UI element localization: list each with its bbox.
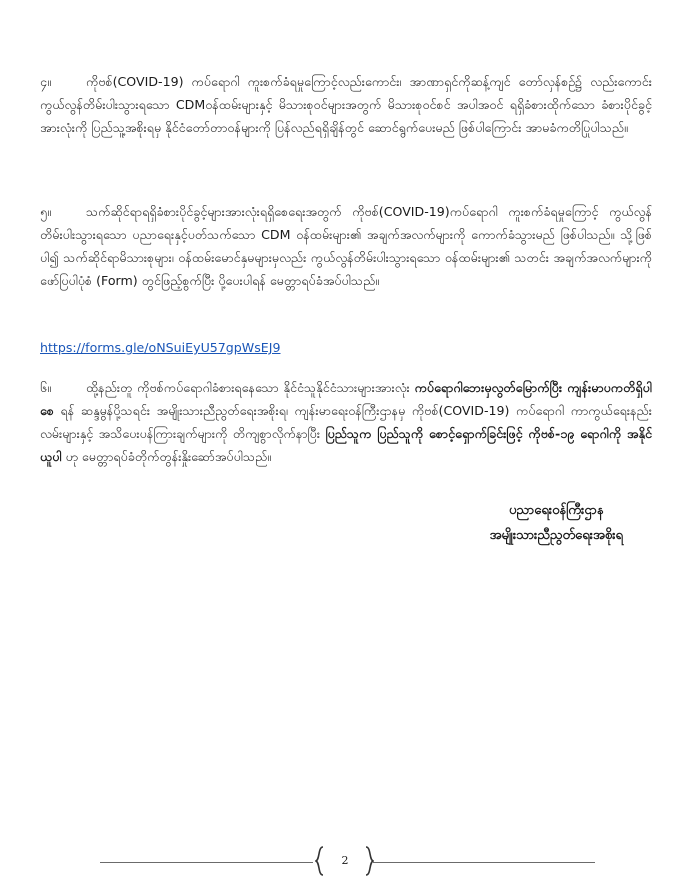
google-form-link[interactable]: https://forms.gle/oNSuiEyU57gpWsEJ9 <box>40 340 281 355</box>
footer-right-brace <box>364 846 374 876</box>
page-number: 2 <box>341 854 349 867</box>
paragraph-5-text: သက်ဆိုင်ရာရရှိခံစားပိုင်ခွင့်များအားလုံးရရှိစေရေးအတွက် ကိုဗစ်(COVID-19)ကပ်ရောဂါ ကူးစက်ခံရမှုကြောင့် ကွယ်လွန်တိမ်းပါးသွားရသော ပညာရေးနှင့်ပတ်သက်သော CDM ဝန်ထမ်းများ၏ အချက်အလက်များကို ကောက်ခံသွားမည် ဖြစ်ပါသည်။ သို့ဖြစ်ပါ၍ သက်ဆိုင်ရာမိသားစုများ၊ ဝန်ထမ်းမောင်နှမများမှလည်း ကွယ်လွန်တိမ်းပါးသွားရသော ဝန်ထမ်းများ၏ သတင်း အချက်အလက်များကို ဖော်ပြပါပုံစံ (Form) တွင်ဖြည့်စွက်ပြီး ပို့ပေးပါရန် မေတ္တာရပ်ခံအပ်ပါသည်။ <box>40 204 652 288</box>
paragraph-6-text-b: ရန် ဆန္ဒမွန်ပို့သရင်း အမျိုးသားညီညွတ်ရေးအစိုးရ၊ ကျန်းမာရေးဝန်ကြီးဌာနမှ ကိုဗစ်(COVID-19) ကပ်ရောဂါ ကာကွယ်ရေးနည်းလမ်းများနှင့် အသိပေးပန်ကြားချက်များကို တိကျစွာလိုက်နာပြီး <box>40 403 652 441</box>
paragraph-5-number: ၅။ <box>40 204 51 219</box>
footer-divider-right <box>373 862 595 863</box>
paragraph-4-number: ၄။ <box>40 74 51 89</box>
paragraph-6-bold-b: ပြည်သူက ပြည်သူကို စောင့်ရှောက်ခြင်းဖြင့် ကိုဗစ်-၁၉ ရောဂါကို အနိုင်ယူပါ <box>40 426 652 464</box>
signature-ministry: ပညာရေးဝန်ကြီးဌာန <box>508 503 604 518</box>
footer-divider-left <box>100 862 313 863</box>
paragraph-6-text-c: ဟု မေတ္တာရပ်ခံတိုက်တွန်းနှိုးဆော်အပ်ပါသည်။ <box>61 449 272 464</box>
paragraph-4 <box>40 70 652 139</box>
paragraph-6-bold-a: ကပ်ရောဂါဘေးမှလွတ်မြောက်ပြီး ကျန်းမာပကတိရှိပါစေ <box>40 380 652 418</box>
signature-block <box>490 498 623 548</box>
paragraph-4-text: ကိုဗစ်(COVID-19) ကပ်ရောဂါ ကူးစက်ခံရမှုကြောင့်လည်းကောင်း၊ အာဏာရှင်ကိုဆန့်ကျင် တော်လှန်စဥ်၌ လည်းကောင်း ကွယ်လွန်တိမ်းပါးသွားရသော CDMဝန်ထမ်းများနှင့် မိသားစုဝင်များအတွက် မိသားစုဝင်စင် အပါအဝင် ရရှိခံစားထိုက်သော ခံစားပိုင်ခွင့်အားလုံးကို ပြည်သူ့အစိုးရမှ နိုင်ငံတော်တာဝန်များကို ပြန်လည်ရရှိချိန်တွင် ဆောင်ရွက်ပေးမည် ဖြစ်ပါကြောင်း အာမခံကတိပြုပါသည်။ <box>40 74 652 135</box>
paragraph-5 <box>40 200 652 292</box>
paragraph-6-text-a: ထို့နည်းတူ ကိုဗစ်ကပ်ရောဂါခံစားရနေသော နိုင်ငံသူနိုင်ငံသားများအားလုံး <box>86 380 415 395</box>
footer-left-brace <box>315 846 325 876</box>
paragraph-6-number: ၆။ <box>40 380 51 395</box>
paragraph-6 <box>40 376 652 468</box>
signature-government: အမျိုးသားညီညွတ်ရေးအစိုးရ <box>489 528 623 543</box>
